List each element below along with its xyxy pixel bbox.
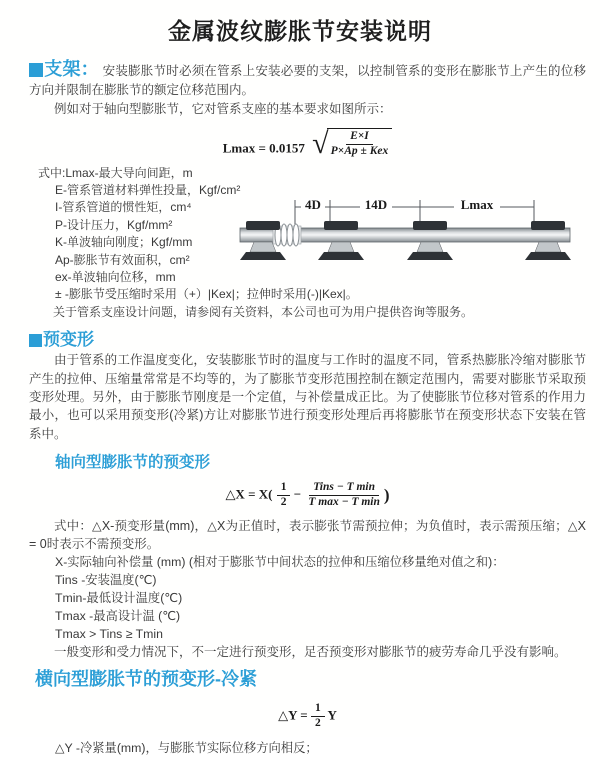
one-half-fraction: $\frac{1}{2}$ bbox=[277, 481, 291, 510]
formula-lmax-denominator: P×Ap ± Kex bbox=[330, 144, 389, 157]
definition-line: Tins -安装温度(℃) bbox=[55, 572, 157, 587]
support-example-line: 例如对于轴向型膨胀节，它对管系支座的基本要求如图所示： bbox=[54, 102, 392, 116]
dimension-labels bbox=[301, 197, 500, 212]
formula-lmax-lhs: Lmax = 0.0157 bbox=[222, 140, 305, 156]
pipe-support-diagram bbox=[238, 194, 588, 268]
page-title: 金属波纹膨胀节安装说明 bbox=[168, 18, 432, 44]
formula-lmax-fraction bbox=[327, 128, 393, 159]
support-intro-text: 安装膨胀节时必须在管系上安装必要的支架，以控制管系的变形在膨胀节上产生的位移方向并限制在膨胀节的额定位移范围内。 bbox=[29, 64, 586, 97]
definition-line: 式中:Lmax-最大导向间距，m bbox=[38, 165, 193, 180]
support-intro-paragraph bbox=[29, 60, 586, 100]
axial-note: 一般变形和受力情况下，不一定进行预变形，足否预变形对膨胀节的疲劳寿命几乎没有影响。 bbox=[54, 644, 567, 659]
temperature-fraction bbox=[304, 481, 384, 510]
definition-line: X-实际轴向补偿量 (mm) (相对于膨胀节中间状态的拉伸和压缩位移量绝对值之和)： bbox=[55, 554, 505, 569]
definition-line: Tmax > Tins ≥ Tmin bbox=[55, 626, 163, 641]
definition-line: K-单波轴向刚度；Kgf/mm bbox=[55, 235, 193, 250]
lateral-note: △Y -冷紧量(mm)，与膨胀节实际位移方向相反； bbox=[55, 741, 318, 756]
dim-label-4d: 4D bbox=[305, 197, 321, 212]
definition-line: P-设计压力，Kgf/mm² bbox=[55, 217, 173, 232]
blue-square-icon bbox=[29, 63, 43, 77]
formula-lmax bbox=[29, 128, 586, 159]
predeform-body-paragraph: 由于管系的工作温度变化，安装膨胀节时的温度与工作时的温度不同，管系热膨胀冷缩对膨胀节产生的拉伸、压缩量常常是不均等的，为了膨胀节变形范围控制在额定范围内，需要对膨胀节采取预变形处理。另外，由于膨胀节刚度是一个定值，与补偿量成正比。为了使膨胀节位移对管系的作用力最小，也可以采用预变形(冷紧)方让对膨胀节进行预变形处理后再将膨胀节在预变形状态下安装在管系中。 bbox=[29, 353, 586, 441]
formula-dx-denominator: T max − T min bbox=[308, 496, 380, 509]
definition-line: E-管系管道材料弹性投量，Kgf/cm² bbox=[55, 183, 241, 197]
definition-pm-note: ± -膨胀节受压缩时采用（+）|Kex|；拉伸时采用(-)|Kex|。 bbox=[55, 287, 358, 302]
right-paren: ) bbox=[383, 485, 390, 505]
predeform-section-title: 预变形 bbox=[43, 330, 94, 350]
formula-dy-rhs: Y bbox=[327, 707, 337, 723]
lateral-subsection-heading: 横向型膨胀节的预变形-冷紧 bbox=[35, 668, 257, 689]
dim-label-14d: 14D bbox=[364, 197, 388, 212]
definition-line: Tmin-最低设计温度(℃) bbox=[55, 590, 183, 605]
formula-dx-lhs: △X = X( bbox=[225, 486, 273, 502]
blue-square-icon bbox=[29, 334, 42, 347]
definition-line: ex-单波轴向位移，mm bbox=[55, 270, 176, 285]
minus-operator: − bbox=[293, 486, 302, 502]
support-section-title: 支架： bbox=[44, 59, 99, 79]
definition-line: I-管系管道的惯性矩，cm⁴ bbox=[55, 200, 192, 215]
support-service-note: 关于管系支座设计问题，请参阅有关资料，本公司也可为用户提供咨询等服务。 bbox=[53, 304, 474, 319]
definition-line: Tmax -最高设计温 (℃) bbox=[55, 608, 181, 623]
axial-subsection-heading: 轴向型膨胀节的预变形 bbox=[55, 454, 211, 472]
document-content bbox=[0, 60, 600, 757]
axial-definitions-list bbox=[29, 553, 586, 643]
definition-line: Ap-膨胀节有效面积，cm² bbox=[55, 252, 190, 267]
one-half-fraction: $\frac{1}{2}$ bbox=[311, 702, 325, 731]
axial-explanation: 式中：△X-预变形量(mm)，△X为正值时，表示膨张节需预拉伸；为负值时，表示需预压缩；△X = 0时表示不需预变形。 bbox=[29, 518, 586, 551]
radical-expression bbox=[312, 128, 392, 159]
support-section-heading bbox=[29, 59, 99, 79]
radical-sign: √ bbox=[312, 126, 329, 160]
formula-delta-x bbox=[29, 481, 586, 510]
dim-label-lmax: Lmax bbox=[460, 197, 494, 212]
formula-delta-y bbox=[29, 702, 586, 731]
predeform-section-heading bbox=[29, 330, 586, 349]
formula-dy-lhs: △Y = bbox=[278, 707, 308, 723]
formula-lmax-numerator: E×I bbox=[346, 130, 373, 145]
formula-dx-numerator: Tins − T min bbox=[309, 481, 379, 496]
